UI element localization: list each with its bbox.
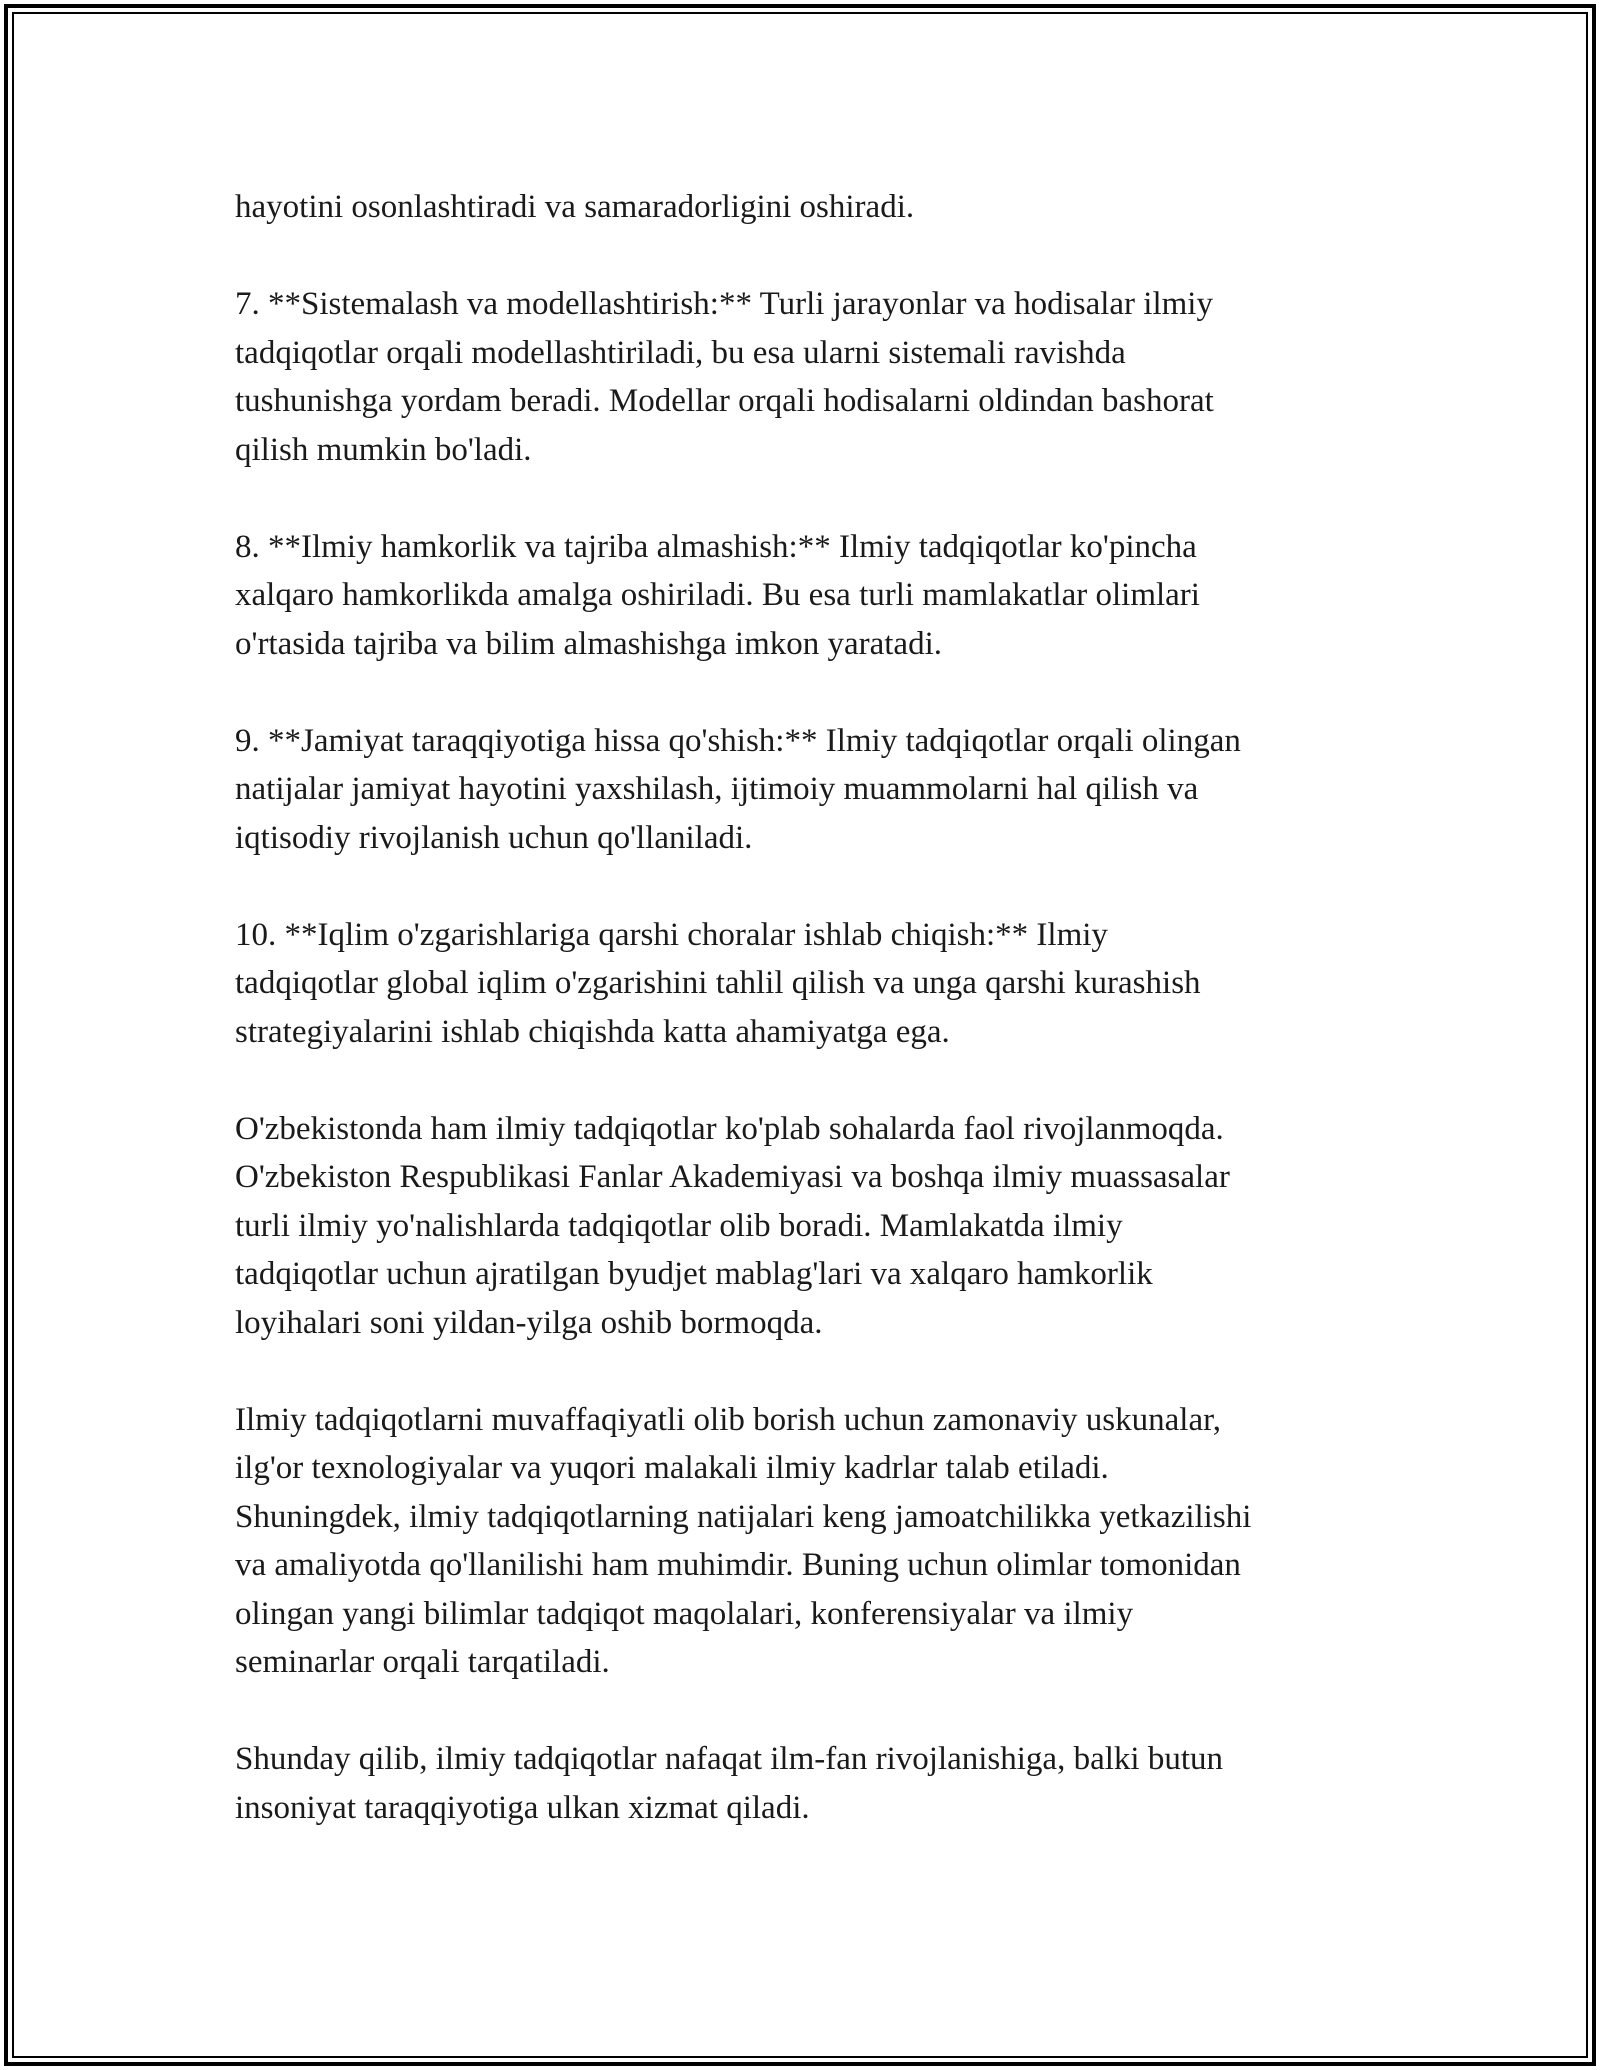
document-body [235, 183, 1395, 1832]
text-line: va amaliyotda qo'llanilishi ham muhimdir. Buning uchun olimlar tomonidan [235, 1547, 1241, 1583]
text-line: 8. **Ilmiy hamkorlik va tajriba almashish:** Ilmiy tadqiqotlar ko'pincha [235, 528, 1197, 565]
text-line: Shuningdek, ilmiy tadqiqotlarning natijalari keng jamoatchilikka yetkazilishi [235, 1498, 1252, 1535]
text-line: tadqiqotlar orqali modellashtiriladi, bu esa ularni sistemali ravishda [235, 334, 1126, 371]
paragraph [235, 523, 1395, 669]
text-line: strategiyalarini ishlab chiqishda katta ahamiyatga ega. [235, 1013, 950, 1050]
paragraph [235, 183, 1395, 232]
text-line: insoniyat taraqqiyotiga ulkan xizmat qiladi. [235, 1789, 810, 1826]
text-line: xalqaro hamkorlikda amalga oshiriladi. Bu esa turli mamlakatlar olimlari [235, 577, 1200, 613]
paragraph [235, 1735, 1395, 1832]
text-line: 7. **Sistemalash va modellashtirish:** Turli jarayonlar va hodisalar ilmiy [235, 286, 1213, 322]
text-line: Shunday qilib, ilmiy tadqiqotlar nafaqat ilm-fan rivojlanishiga, balki butun [235, 1741, 1223, 1777]
text-line: tadqiqotlar global iqlim o'zgarishini tahlil qilish va unga qarshi kurashish [235, 965, 1201, 1001]
text-line: O'zbekiston Respublikasi Fanlar Akademiyasi va boshqa ilmiy muassasalar [235, 1159, 1230, 1195]
text-line: tadqiqotlar uchun ajratilgan byudjet mablag'lari va xalqaro hamkorlik [235, 1256, 1153, 1292]
paragraph [235, 911, 1395, 1057]
text-line: 10. **Iqlim o'zgarishlariga qarshi choralar ishlab chiqish:** Ilmiy [235, 916, 1108, 953]
text-line: 9. **Jamiyat taraqqiyotiga hissa qo'shish:** Ilmiy tadqiqotlar orqali olingan [235, 722, 1241, 759]
text-line: turli ilmiy yo'nalishlarda tadqiqotlar olib boradi. Mamlakatda ilmiy [235, 1207, 1123, 1244]
text-line: Ilmiy tadqiqotlarni muvaffaqiyatli olib borish uchun zamonaviy uskunalar, [235, 1401, 1222, 1438]
text-line: seminarlar orqali tarqatiladi. [235, 1644, 610, 1680]
text-line: natijalar jamiyat hayotini yaxshilash, ijtimoiy muammolarni hal qilish va [235, 771, 1199, 807]
text-line: iqtisodiy rivojlanish uchun qo'llaniladi. [235, 819, 753, 856]
text-line: ilg'or texnologiyalar va yuqori malakali ilmiy kadrlar talab etiladi. [235, 1450, 1109, 1486]
text-line: o'rtasida tajriba va bilim almashishga imkon yaratadi. [235, 625, 943, 662]
text-line: O'zbekistonda ham ilmiy tadqiqotlar ko'plab sohalarda faol rivojlanmoqda. [235, 1110, 1224, 1147]
text-line: hayotini osonlashtiradi va samaradorligini oshiradi. [235, 189, 915, 225]
paragraph [235, 280, 1395, 474]
text-line: loyihalari soni yildan-yilga oshib bormoqda. [235, 1304, 823, 1341]
text-line: qilish mumkin bo'ladi. [235, 431, 532, 468]
text-line: tushunishga yordam beradi. Modellar orqali hodisalarni oldindan bashorat [235, 383, 1214, 419]
paragraph [235, 1396, 1395, 1687]
paragraph [235, 717, 1395, 863]
paragraph [235, 1105, 1395, 1348]
text-line: olingan yangi bilimlar tadqiqot maqolalari, konferensiyalar va ilmiy [235, 1595, 1134, 1632]
